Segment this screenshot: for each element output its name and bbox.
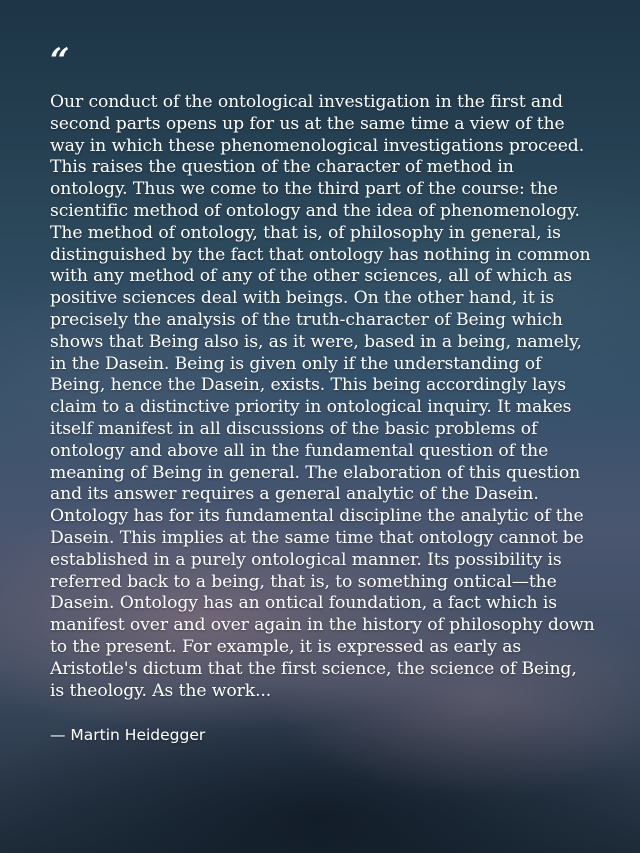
quote-mark-icon: “ — [50, 41, 70, 81]
quote-author: — Martin Heidegger — [50, 726, 206, 745]
quote-card — [50, 41, 595, 745]
quote-text: Our conduct of the ontological investigation in the first and second parts opens up for us at the same time a view of the way in which these phenomenological investigations proceed. This raises the question of the character of method in ontology. Thus we come to the third part of the course: the scientific method of ontology and the idea of phenomenology. The method of ontology, that is, of philosophy in general, is distinguished by the fact that ontology has nothing in common with any method of any of the other sciences, all of which as positive sciences deal with beings. On the other hand, it is precisely the analysis of the truth-character of Being which shows that Being also is, as it were, based in a being, namely, in the Dasein. Being is given only if the understanding of Being, hence the Dasein, exists. This being accordingly lays claim to a distinctive priority in ontological inquiry. It makes itself manifest in all discussions of the basic problems of ontology and above all in the fundamental question of the meaning of Being in general. The elaboration of this question and its answer requires a general analytic of the Dasein. Ontology has for its fundamental discipline the analytic of the Dasein. This implies at the same time that ontology cannot be established in a purely ontological manner. Its possibility is referred back to a being, that is, to something ontical—the Dasein. Ontology has an ontical foundation, a fact which is manifest over and over again in the history of philosophy down to the present. For example, it is expressed as early as Aristotle's dictum that the first science, the science of Being, is theology. As the work... — [50, 92, 595, 701]
